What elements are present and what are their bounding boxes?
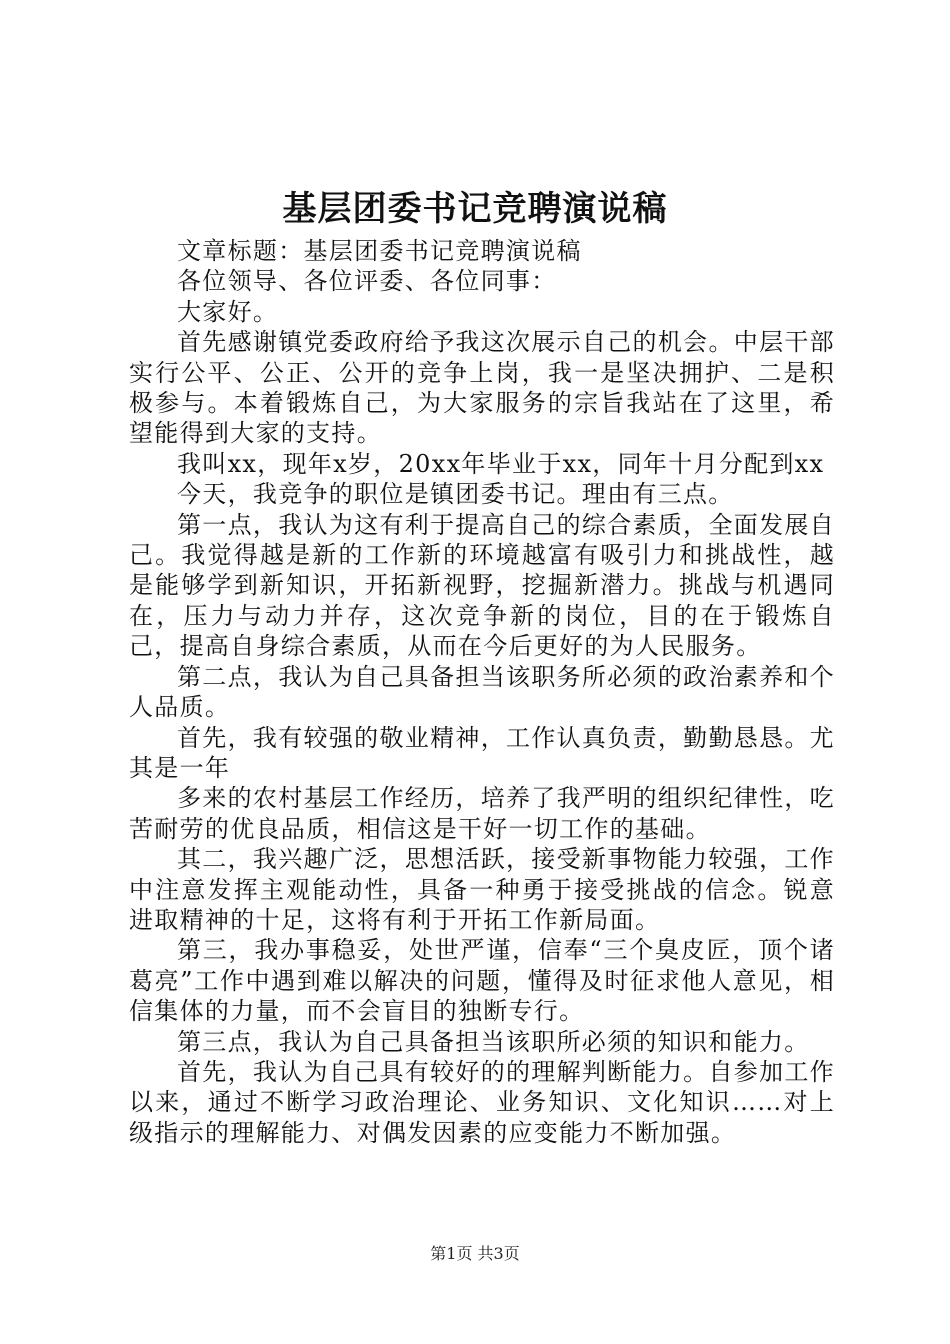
paragraph-interests: 其二，我兴趣广泛，思想活跃，接受新事物能力较强，工作中注意发挥主观能动性，具备一种勇于接受挑战的信念。锐意进取精神的十足，这将有利于开拓工作新局面。	[129, 845, 835, 934]
paragraph-self-intro: 我叫xx，现年x岁，20xx年毕业于xx，同年十月分配到xx	[177, 449, 825, 478]
page-indicator: 第1页 共3页	[430, 1244, 520, 1263]
paragraph-salutation: 各位领导、各位评委、各位同事：	[177, 267, 557, 296]
paragraph-dedication: 首先，我有较强的敬业精神，工作认真负责，勤勤恳恳。尤其是一年	[129, 723, 835, 782]
document-title: 基层团委书记竞聘演说稿	[282, 189, 668, 229]
paragraph-judgment: 首先，我认为自己具有较好的的理解判断能力。自参加工作以来，通过不断学习政治理论、业务知识、文化知识……对上级指示的理解能力、对偶发因素的应变能力不断加强。	[129, 1057, 835, 1147]
paragraph-prudence: 第三，我办事稳妥，处世严谨，信奉“三个臭皮匠，顶个诸葛亮”工作中遇到难以解决的问题，懂得及时征求他人意见，相信集体的力量，而不会盲目的独断专行。	[129, 936, 835, 1026]
paragraph-point-one: 第一点，我认为这有利于提高自己的综合素质，全面发展自己。我觉得越是新的工作新的环境越富有吸引力和挑战性，越是能够学到新知识，开拓新视野，挖掘新潜力。挑战与机遇同在，压力与动力并存，这次竞争新的岗位，目的在于锻炼自己，提高自身综合素质，从而在今后更好的为人民服务。	[129, 510, 835, 661]
paragraph-point-two: 第二点，我认为自己具备担当该职务所必须的政治素养和个人品质。	[129, 662, 835, 722]
document-body	[129, 236, 835, 1148]
paragraph-article-title: 文章标题：基层团委书记竞聘演说稿	[177, 237, 582, 265]
paragraph-experience: 多来的农村基层工作经历，培养了我严明的组织纪律性，吃苦耐劳的优良品质，相信这是干好一切工作的基础。	[129, 784, 835, 843]
paragraph-position: 今天，我竞争的职位是镇团委书记。理由有三点。	[177, 480, 734, 509]
page-footer	[0, 1243, 950, 1265]
paragraph-greeting: 大家好。	[177, 297, 279, 326]
paragraph-thanks: 首先感谢镇党委政府给予我这次展示自己的机会。中层干部实行公平、公正、公开的竞争上岗，我一是坚决拥护、二是积极参与。本着锻炼自己，为大家服务的宗旨我站在了这里，希望能得到大家的支持。	[129, 328, 835, 448]
paragraph-point-three: 第三点，我认为自己具备担当该职所必须的知识和能力。	[177, 1027, 810, 1056]
